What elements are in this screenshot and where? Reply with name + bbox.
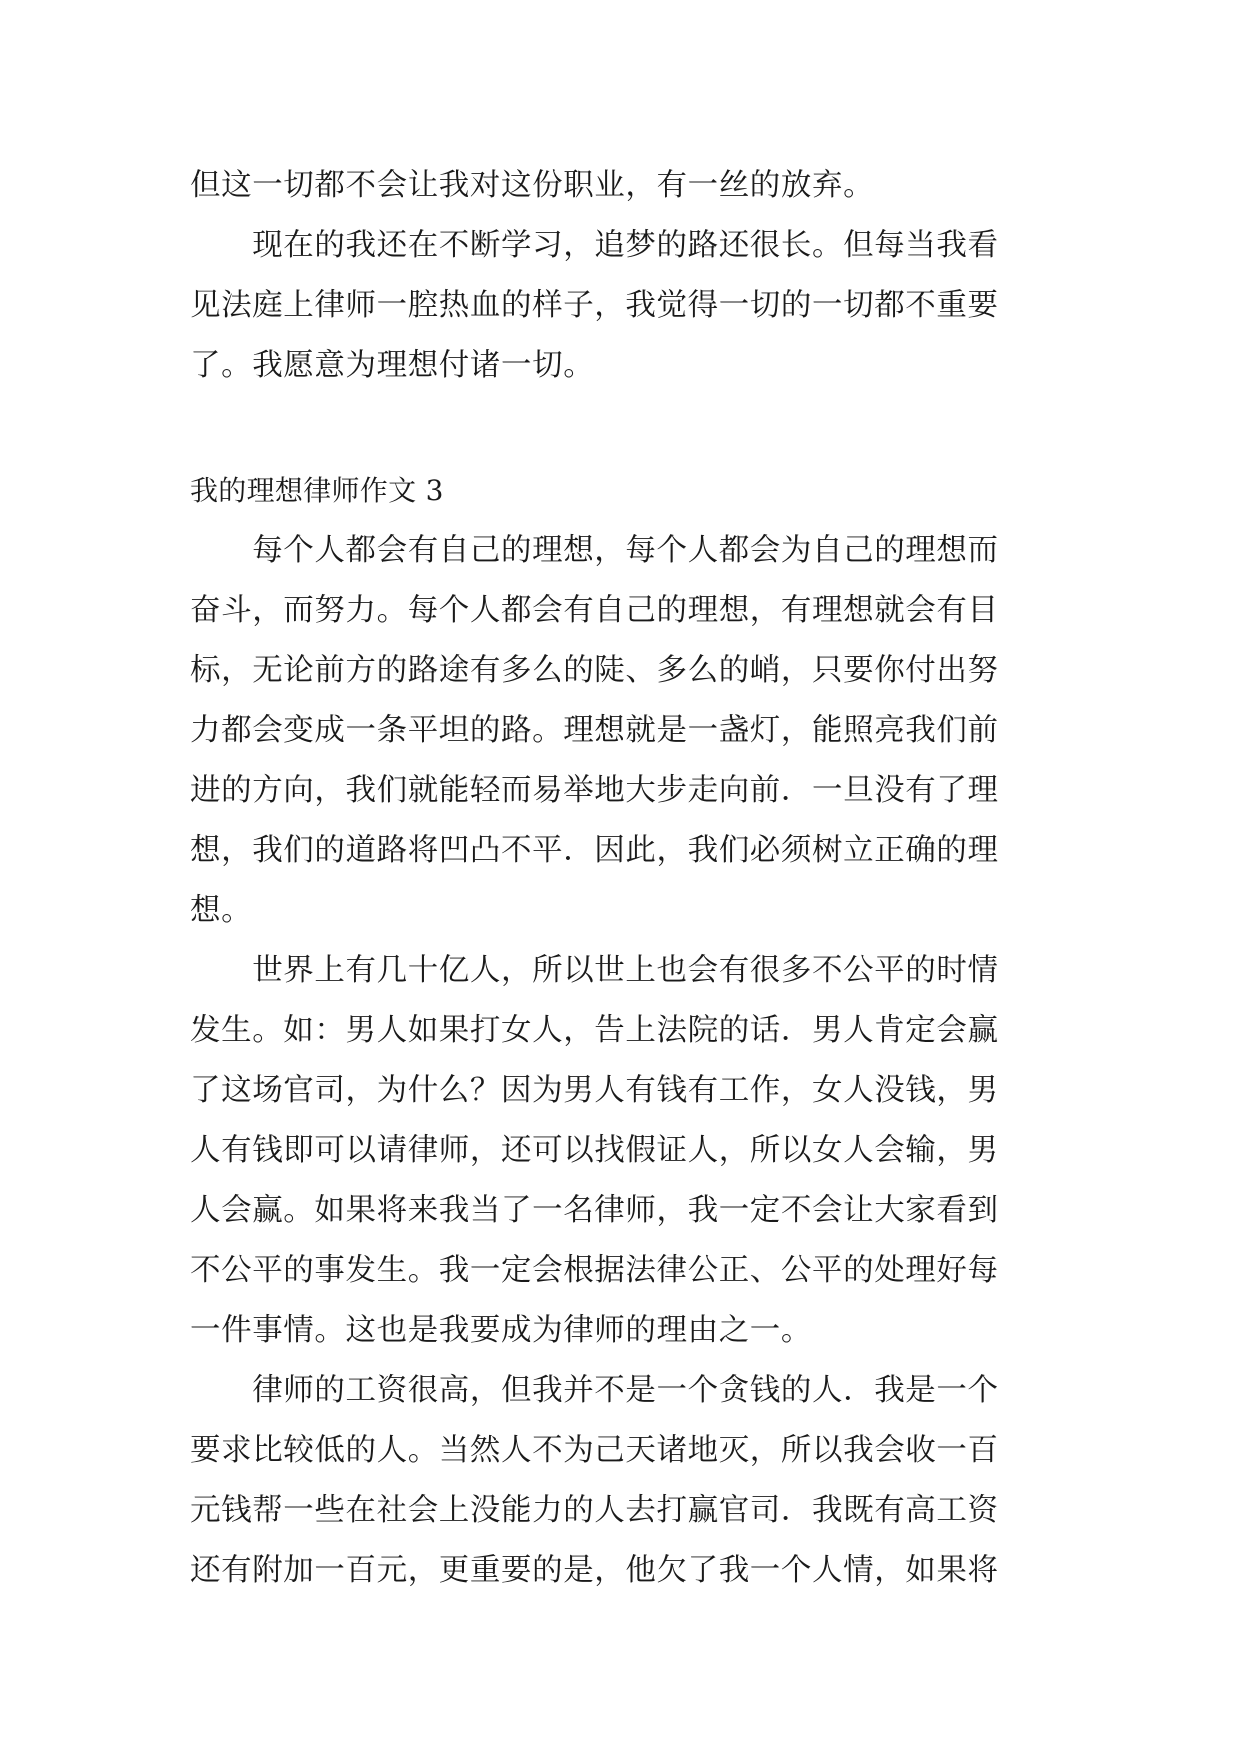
text-line: 要求比较低的人。当然人不为己天诸地灭，所以我会收一百: [190, 1433, 999, 1468]
text-line: 世界上有几十亿人，所以世上也会有很多不公平的时情: [190, 953, 999, 988]
text-line: 想，我们的道路将凹凸不平．因此，我们必须树立正确的理: [190, 833, 999, 868]
text-line: 元钱帮一些在社会上没能力的人去打赢官司．我既有高工资: [190, 1493, 999, 1528]
text-line: 人会赢。如果将来我当了一名律师，我一定不会让大家看到: [190, 1193, 999, 1228]
text-line: 见法庭上律师一腔热血的样子，我觉得一切的一切都不重要: [190, 288, 999, 323]
text-line: 力都会变成一条平坦的路。理想就是一盏灯，能照亮我们前: [190, 713, 999, 748]
text-line: 每个人都会有自己的理想，每个人都会为自己的理想而: [190, 533, 999, 568]
text-line: 人有钱即可以请律师，还可以找假证人，所以女人会输，男: [190, 1133, 999, 1168]
text-line: 了这场官司，为什么？因为男人有钱有工作，女人没钱，男: [190, 1073, 999, 1108]
text-line: 想。: [190, 893, 253, 928]
text-line: 发生。如：男人如果打女人，告上法院的话．男人肯定会赢: [190, 1013, 999, 1048]
text-line: 一件事情。这也是我要成为律师的理由之一。: [190, 1313, 812, 1348]
document-content: [190, 156, 1052, 1601]
text-line: 不公平的事发生。我一定会根据法律公正、公平的处理好每: [190, 1253, 999, 1288]
text-line: 还有附加一百元，更重要的是，他欠了我一个人情，如果将: [190, 1553, 999, 1588]
text-line: 但这一切都不会让我对这份职业，有一丝的放弃。: [190, 168, 875, 203]
text-line: 进的方向，我们就能轻而易举地大步走向前．一旦没有了理: [190, 773, 999, 808]
text-line: 律师的工资很高，但我并不是一个贪钱的人．我是一个: [190, 1373, 999, 1408]
text-line: 奋斗，而努力。每个人都会有自己的理想，有理想就会有目: [190, 593, 999, 628]
text-line: 标，无论前方的路途有多么的陡、多么的峭，只要你付出努: [190, 653, 999, 688]
section-title: 我的理想律师作文 3: [190, 474, 444, 507]
section-spacer: [190, 396, 1052, 461]
text-line: 了。我愿意为理想付诸一切。: [190, 348, 595, 383]
text-line: 现在的我还在不断学习，追梦的路还很长。但每当我看: [190, 228, 999, 263]
